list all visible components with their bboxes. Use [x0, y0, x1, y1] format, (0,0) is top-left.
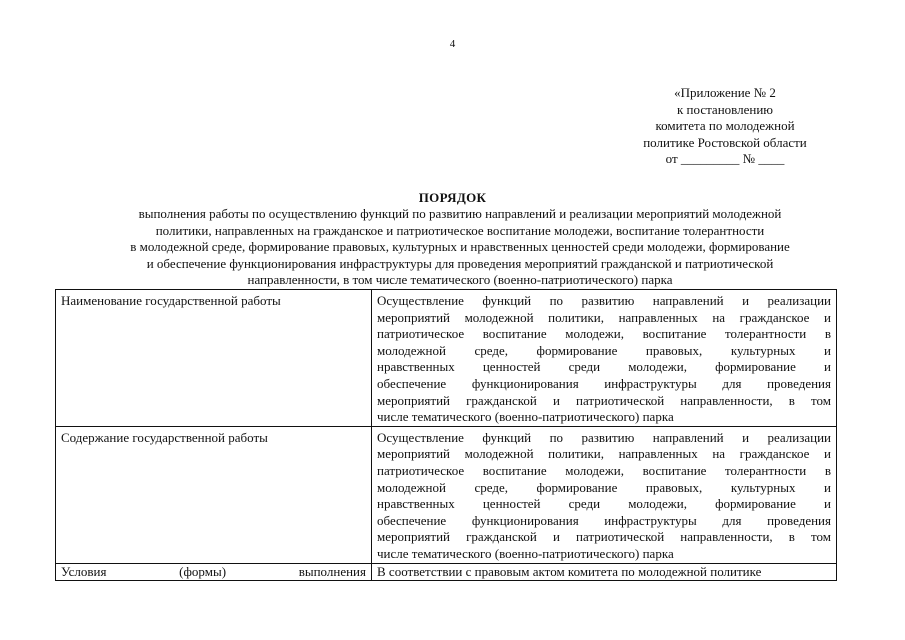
row-label: Содержание государственной работы	[56, 426, 372, 563]
document-title: ПОРЯДОК	[418, 190, 487, 205]
value-line: Осуществление функций по развитию направлений и реализации	[377, 429, 831, 445]
subtitle-line: в молодежной среде, формирование правовых, культурных и нравственных ценностей среди молодежи, формирование	[130, 239, 790, 255]
value-line: молодежной среде, формирование правовых, культурных и	[377, 479, 831, 495]
value-line: мероприятий молодежной политики, направленных на гражданское и	[377, 309, 831, 325]
appendix-line: «Приложение № 2	[674, 85, 776, 100]
value-line: нравственных ценностей среди молодежи, формирование и	[377, 359, 831, 375]
appendix-line: комитета по молодежной	[655, 118, 795, 133]
value-line: числе тематического (военно-патриотического) парка	[377, 545, 674, 561]
subtitle-line: и обеспечение функционирования инфраструктуры для проведения мероприятий гражданской и патриотической	[146, 255, 774, 271]
value-line: мероприятий молодежной политики, направленных на гражданское и	[377, 446, 831, 462]
table-row	[56, 290, 837, 427]
row-value	[372, 563, 837, 581]
row-label: Условия (формы) выполнения	[56, 563, 372, 581]
value-line: патриотическое воспитание молодежи, воспитание толерантности в	[377, 462, 831, 478]
value-line: патриотическое воспитание молодежи, воспитание толерантности в	[377, 326, 831, 342]
value-line: В соответствии с правовым актом комитета по молодежной политике	[377, 563, 762, 579]
value-line: нравственных ценностей среди молодежи, формирование и	[377, 496, 831, 512]
value-line: молодежной среде, формирование правовых, культурных и	[377, 342, 831, 358]
page-number: 4	[449, 38, 456, 50]
value-line: мероприятий гражданской и патриотической направленности, в том	[377, 529, 831, 545]
value-line: мероприятий гражданской и патриотической направленности, в том	[377, 392, 831, 408]
row-label: Наименование государственной работы	[56, 290, 372, 427]
work-table	[55, 289, 837, 581]
subtitle-line: политики, направленных на гражданское и патриотическое воспитание молодежи, воспитание толерантности	[155, 222, 765, 238]
appendix-line: политике Ростовской области	[643, 134, 807, 150]
appendix-line: к постановлению	[676, 101, 774, 117]
value-line: обеспечение функционирования инфраструктуры для проведения	[377, 375, 831, 391]
value-line: обеспечение функционирования инфраструктуры для проведения	[377, 512, 831, 528]
subtitle-line: направленности, в том числе тематического (военно-патриотического) парка	[247, 272, 673, 288]
appendix-block	[615, 85, 835, 168]
value-line: числе тематического (военно-патриотического) парка	[377, 409, 674, 425]
table-row	[56, 426, 837, 563]
row-value	[372, 426, 837, 563]
appendix-line: от _________ № ____	[665, 151, 785, 166]
value-line: Осуществление функций по развитию направлений и реализации	[377, 293, 831, 308]
document-subtitle	[70, 206, 850, 289]
subtitle-line: выполнения работы по осуществлению функций по развитию направлений и реализации мероприятий молодежной	[138, 206, 782, 221]
row-value	[372, 290, 837, 427]
table-row	[56, 563, 837, 581]
